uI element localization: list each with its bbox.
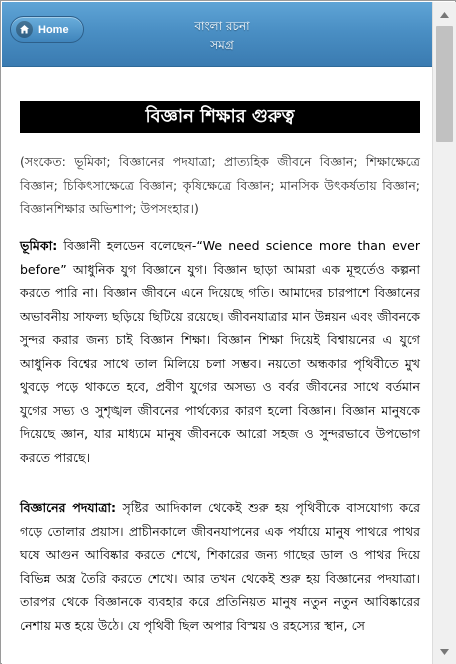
paragraph-introduction-text: বিজ্ঞানী হলডেন বলেছেন-“We need science more than ever before” আধুনিক যুগ বিজ্ঞানে যুগ। বিজ্ঞান ছাড়া আমরা এক মূহুর্তেও কল্পনা করতে পারি না। বিজ্ঞান জীবনে এনে দিয়েছে গতি। আমাদের চারপাশে বিজ্ঞানের অভাবনীয় সাফল্য ছড়িয়ে ছিটিয়ে রয়েছে। জীবনযাত্রার মান উন্নয়ন এবং জীবনকে সুন্দর করার জন্য চাই বিজ্ঞান শিক্ষা। বিজ্ঞান শিক্ষা দিয়েই বিশ্বায়নের এ যুগে আধুনিক বিশ্বের সাথে তাল মিলিয়ে চলা সম্ভব। নয়তো অন্ধকার পৃথিবীতে মুখ থুবড়ে পড়ে থাকতে হবে, প্রবীণ যুগের অসভ্য ও বর্বর জীবনের সাথে বর্তমান যুগের সভ্য ও সুশৃঙ্খল জীবনের পার্থক্যের কারণ হলো বিজ্ঞান। বিজ্ঞান মানুষকে দিয়েছে জ্ঞান, যার মাধ্যমে মানুষ জীবনকে আরো সহজ ও সুন্দরভাবে উপভোগ করতে পারছে। xyxy=(20,238,420,465)
paragraph-progress-heading: বিজ্ঞানের পদযাত্রা: xyxy=(20,500,117,515)
paragraph-progress xyxy=(20,496,420,637)
paragraph-progress-text: সৃষ্টির আদিকাল থেকেই শুরু হয় পৃথিবীকে বাসযোগ্য করে গড়ে তোলার প্রয়াস। প্রাচীনকালে জীবনযাপনের এক পর্যায়ে মানুষ পাথরে পাথর ঘষে আগুন আবিষ্কার করতে শেখে, শিকারের জন্য গাছের ডাল ও পাথর দিয়ে বিভিন্ন অস্ত্র তৈরি করতে শেখে। আর তখন থেকেই শুরু হয় বিজ্ঞানের পদযাত্রা। তারপর থেকে বিজ্ঞানকে ব্যবহার করে প্রতিনিয়ত মানুষ নতুন নতুন আবিষ্কারের নেশায় মত্ত হয়ে উঠে। যে পৃথিবী ছিল অপার বিস্ময় ও রহস্যের স্থান, সে xyxy=(20,500,420,633)
article-content[interactable] xyxy=(2,68,432,664)
scroll-up-button[interactable] xyxy=(436,6,453,23)
page-title xyxy=(162,17,282,55)
article-title: বিজ্ঞান শিক্ষার গুরুত্ব xyxy=(20,101,420,133)
page-title-line-1: বাংলা রচনা xyxy=(194,19,250,33)
home-button-label: Home xyxy=(38,23,69,36)
scrollbar-thumb[interactable] xyxy=(436,26,453,142)
article-summary: (সংকেত: ভূমিকা; বিজ্ঞানের পদযাত্রা; প্রাত্যহিক জীবনে বিজ্ঞান; শিক্ষাক্ষেত্রে বিজ্ঞান; চিকিৎসাক্ষেত্রে বিজ্ঞান; কৃষিক্ষেত্রে বিজ্ঞান; মানসিক উৎকর্ষতায় বিজ্ঞান; বিজ্ঞানশিক্ষার অভিশাপ; উপসংহার।) xyxy=(20,154,420,216)
triangle-down-icon xyxy=(440,649,449,655)
paragraph-introduction-heading: ভূমিকা: xyxy=(20,238,58,253)
home-icon xyxy=(16,21,33,38)
home-button[interactable] xyxy=(10,16,84,43)
header-bar xyxy=(2,2,432,67)
triangle-up-icon xyxy=(440,12,449,18)
paragraph-introduction xyxy=(20,234,420,469)
page-title-line-2: সমগ্র xyxy=(210,38,234,52)
vertical-scrollbar[interactable] xyxy=(432,2,456,664)
scroll-down-button[interactable] xyxy=(436,643,453,660)
